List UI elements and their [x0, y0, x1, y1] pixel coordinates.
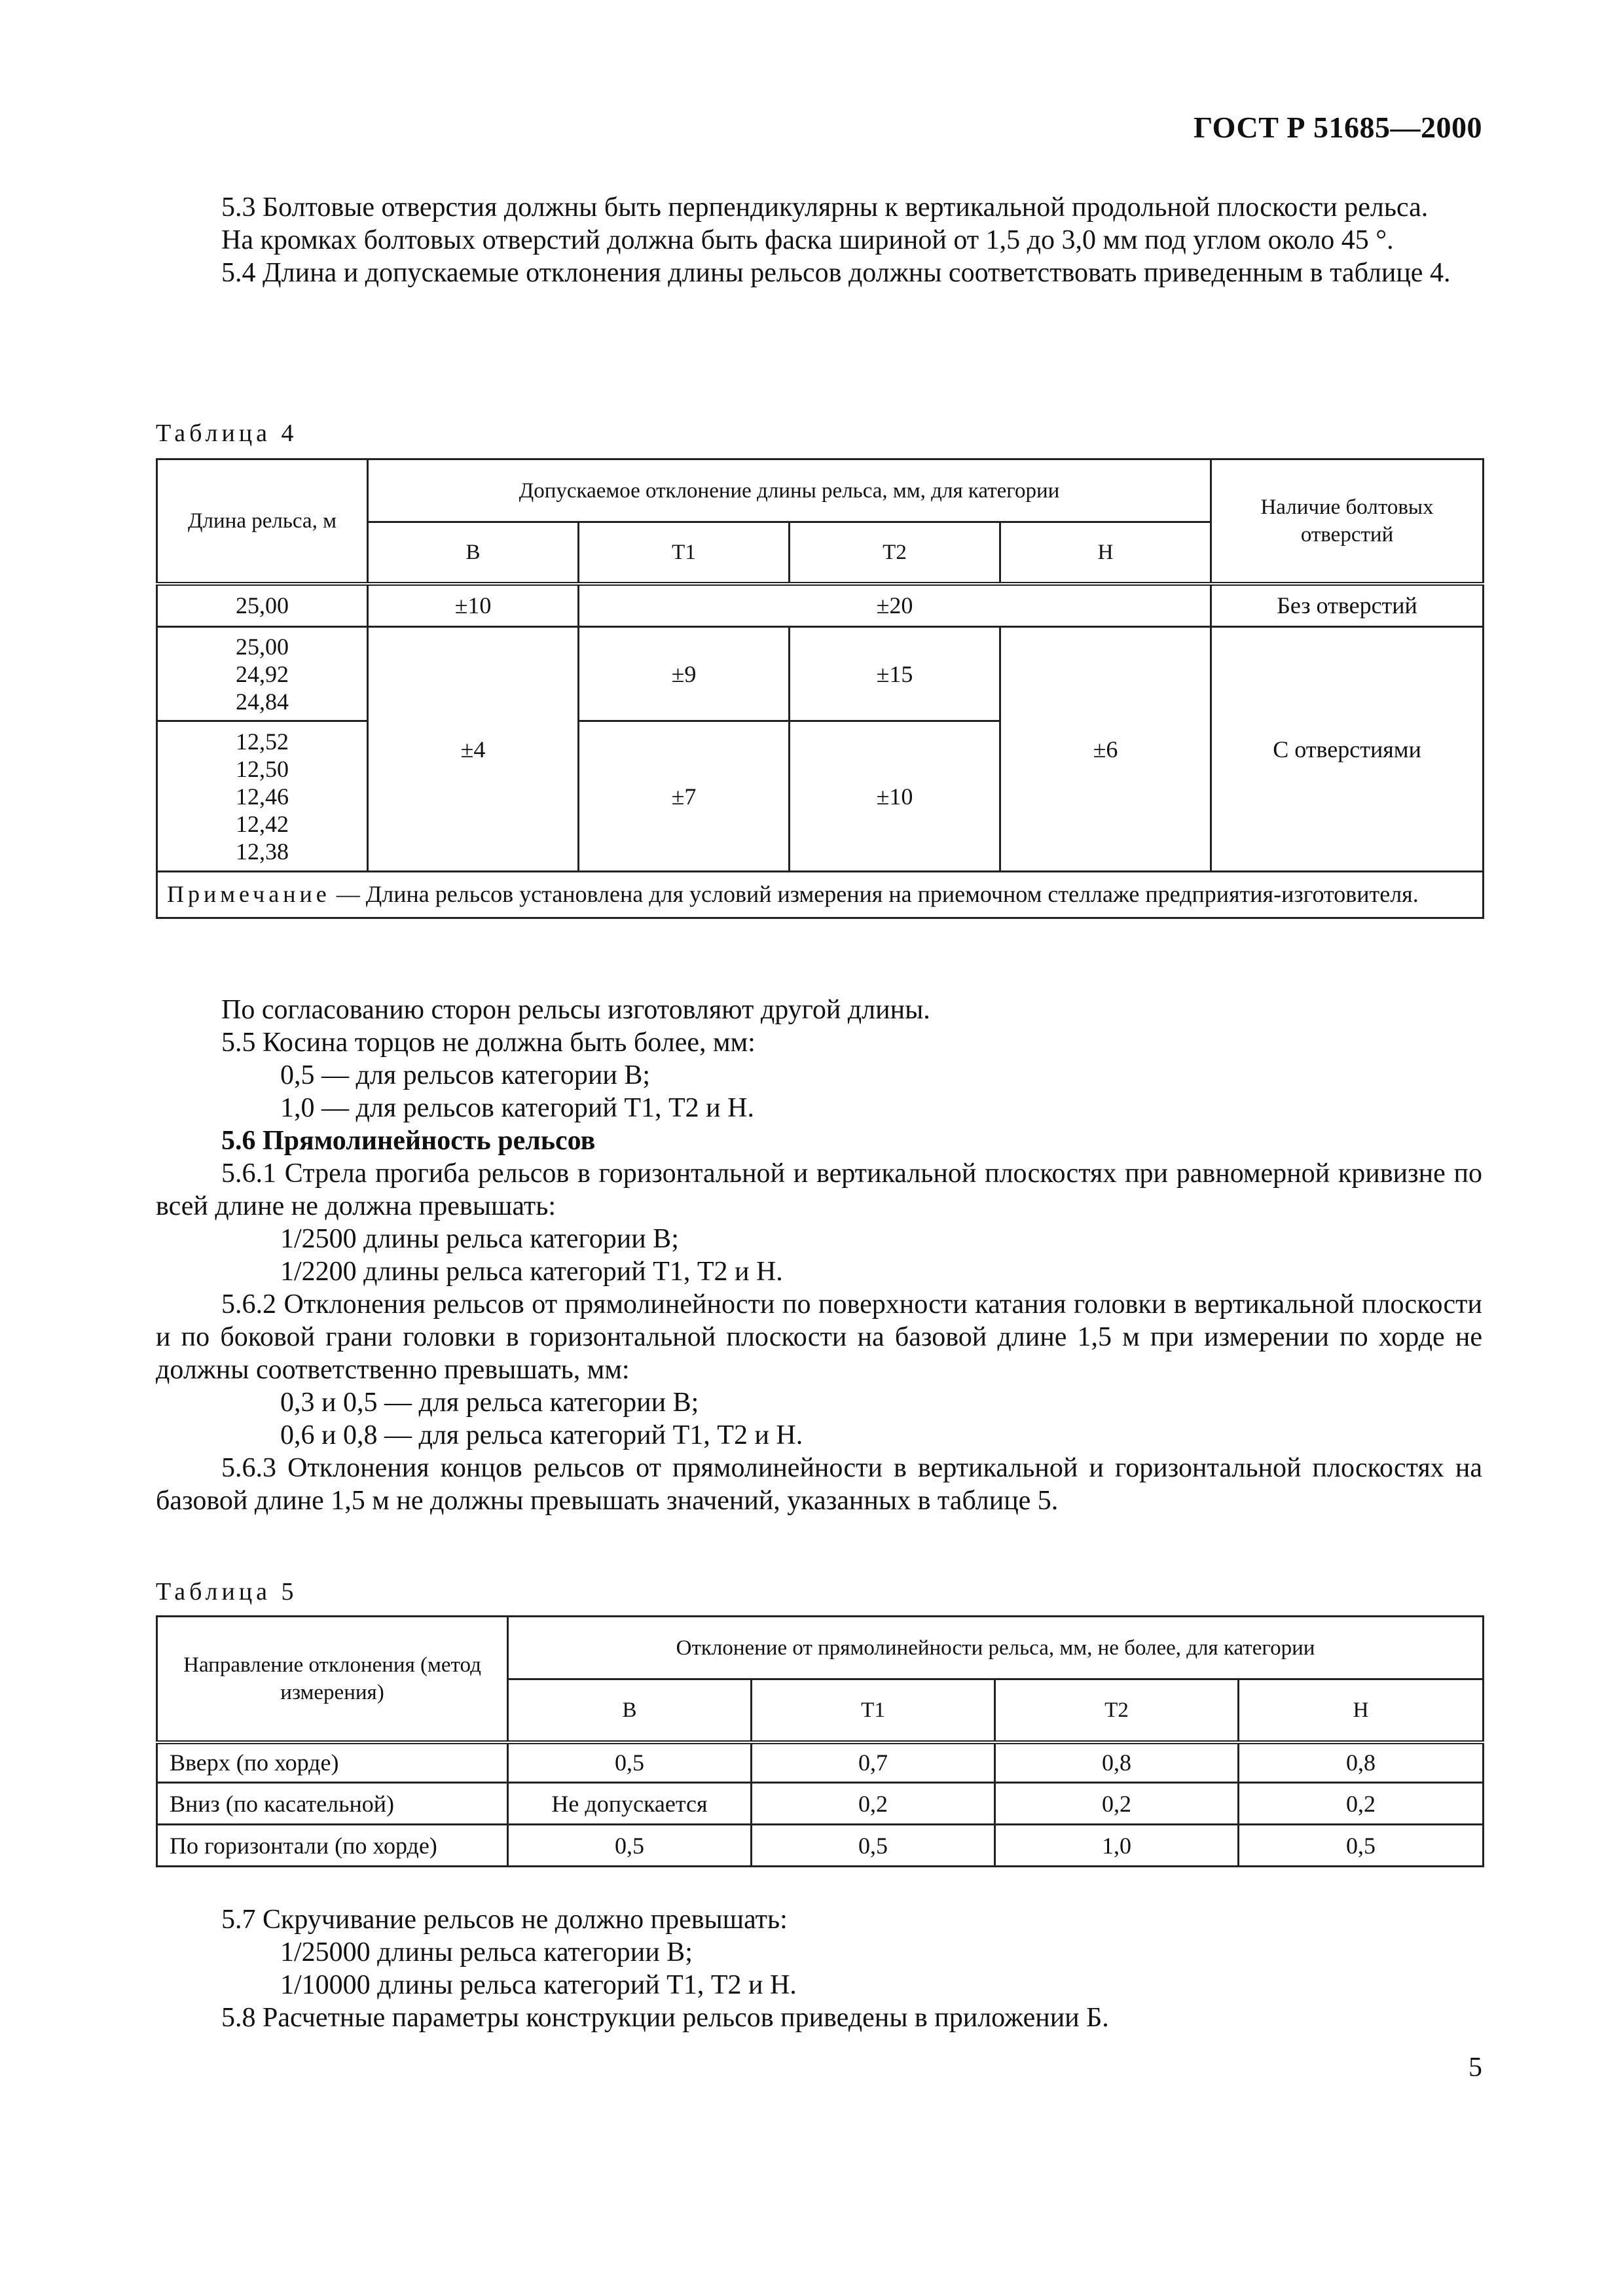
- header-direction: Направление отклонения (метод измерения): [157, 1617, 508, 1742]
- cell-dev-t2-long: ±15: [790, 627, 1000, 721]
- cell-dev-n-holes: ±6: [1000, 627, 1211, 872]
- paragraph: 1/2200 длины рельса категорий Т1, Т2 и Н.: [280, 1257, 783, 1287]
- cell-value-n: 0,8: [1239, 1742, 1484, 1783]
- cell-direction: Вниз (по касательной): [157, 1783, 508, 1825]
- paragraph: 1/10000 длины рельса категорий Т1, Т2 и Н.: [280, 1970, 797, 2000]
- paragraph: 5.5 Косина торцов не должна быть более, мм:: [221, 1028, 756, 1058]
- section-5-7-5-8: [156, 1903, 1482, 2034]
- paragraph: На кромках болтовых отверстий должна быть фаска шириной от 1,5 до 3,0 мм под углом около 45 °.: [221, 225, 1394, 255]
- header-deviation: Отклонение от прямолинейности рельса, мм, не более, для категории: [508, 1617, 1484, 1679]
- paragraph: 5.6.3 Отклонения концов рельсов от прямолинейности в вертикальной и горизонтальной плоскостях на базовой длине 1,5 м не должны превышать значений, указанных в таблице 5.: [156, 1453, 1482, 1516]
- header-cat-n: Н: [1000, 522, 1211, 584]
- cell-dev-t1-t2-n: ±20: [579, 584, 1211, 627]
- note-text: — Длина рельсов установлена для условий измерения на приемочном стеллаже предприятия-изготовителя.: [330, 881, 1419, 907]
- section-heading: 5.6 Прямолинейность рельсов: [221, 1126, 596, 1156]
- length-value: 12,46: [236, 783, 289, 810]
- cell-length-group-1: [157, 627, 368, 721]
- standard-number: ГОСТ Р 51685—2000: [1194, 111, 1482, 144]
- table-5: [156, 1615, 1484, 1867]
- cell-value-b: Не допускается: [508, 1783, 752, 1825]
- paragraph: По согласованию сторон рельсы изготовляют другой длины.: [221, 995, 930, 1025]
- cell-length-group-2: [157, 721, 368, 872]
- paragraph: 0,3 и 0,5 — для рельса категории В;: [280, 1388, 699, 1418]
- length-value: 12,52: [236, 728, 289, 755]
- header-cat-t2: Т2: [790, 522, 1000, 584]
- table-row: [157, 1825, 1484, 1867]
- cell-value-t1: 0,5: [752, 1825, 995, 1867]
- paragraph: 1/25000 длины рельса категории В;: [280, 1937, 693, 1967]
- table-5-caption: Таблица 5: [156, 1578, 298, 1605]
- header-cat-n: Н: [1239, 1679, 1484, 1742]
- paragraph: 5.4 Длина и допускаемые отклонения длины рельсов должны соответствовать приведенным в таблице 4.: [221, 258, 1451, 288]
- table-4: [156, 458, 1484, 919]
- header-holes: Наличие болтовых отверстий: [1211, 459, 1484, 584]
- cell-direction: Вверх (по хорде): [157, 1742, 508, 1783]
- cell-length: 25,00: [157, 584, 368, 627]
- length-value: 25,00: [236, 633, 289, 660]
- header-cat-t1: Т1: [752, 1679, 995, 1742]
- table-row: [157, 1783, 1484, 1825]
- cell-value-n: 0,5: [1239, 1825, 1484, 1867]
- cell-value-t1: 0,2: [752, 1783, 995, 1825]
- cell-value-t2: 0,8: [995, 1742, 1239, 1783]
- length-value: 12,50: [236, 755, 289, 782]
- paragraph: 0,6 и 0,8 — для рельса категорий Т1, Т2 и Н.: [280, 1420, 803, 1450]
- paragraph: 5.3 Болтовые отверстия должны быть перпендикулярны к вертикальной продольной плоскости рельса.: [221, 192, 1429, 223]
- paragraph: 1/2500 длины рельса категории В;: [280, 1224, 679, 1254]
- table-row: [157, 1742, 1484, 1783]
- cell-value-b: 0,5: [508, 1825, 752, 1867]
- cell-dev-b-holes: ±4: [368, 627, 579, 872]
- cell-value-t1: 0,7: [752, 1742, 995, 1783]
- paragraph: 5.7 Скручивание рельсов не должно превышать:: [221, 1905, 788, 1935]
- table-4-caption: Таблица 4: [156, 420, 298, 447]
- table-4-note: [157, 872, 1484, 918]
- page-number: 5: [1468, 2053, 1482, 2083]
- note-label: Примечание: [167, 881, 331, 907]
- length-value: 12,42: [236, 810, 289, 837]
- paragraph: 0,5 — для рельсов категории В;: [280, 1060, 651, 1090]
- section-5-5-5-6: [156, 994, 1482, 1517]
- header-cat-b: В: [508, 1679, 752, 1742]
- section-5-3-5-4: [156, 191, 1482, 289]
- cell-value-n: 0,2: [1239, 1783, 1484, 1825]
- header-cat-b: В: [368, 522, 579, 584]
- length-value: 24,92: [236, 660, 289, 687]
- header-cat-t1: Т1: [579, 522, 790, 584]
- length-value: 12,38: [236, 838, 289, 865]
- cell-value-t2: 0,2: [995, 1783, 1239, 1825]
- cell-dev-t2-short: ±10: [790, 721, 1000, 872]
- paragraph: 5.6.1 Стрела прогиба рельсов в горизонтальной и вертикальной плоскостях при равномерной кривизне по всей длине не должна превышать:: [156, 1158, 1482, 1221]
- header-deviation: Допускаемое отклонение длины рельса, мм, для категории: [368, 459, 1211, 522]
- cell-holes-with: С отверстиями: [1211, 627, 1484, 872]
- cell-dev-b: ±10: [368, 584, 579, 627]
- cell-direction: По горизонтали (по хорде): [157, 1825, 508, 1867]
- paragraph: 5.8 Расчетные параметры конструкции рельсов приведены в приложении Б.: [221, 2003, 1109, 2033]
- length-value: 24,84: [236, 688, 289, 715]
- cell-value-b: 0,5: [508, 1742, 752, 1783]
- cell-dev-t1-long: ±9: [579, 627, 790, 721]
- cell-dev-t1-short: ±7: [579, 721, 790, 872]
- cell-value-t2: 1,0: [995, 1825, 1239, 1867]
- paragraph: 5.6.2 Отклонения рельсов от прямолинейности по поверхности катания головки в вертикальной плоскости и по боковой грани головки в горизонтальной плоскости на базовой длине 1,5 м при измерении по хорде не должны соответственно превышать, мм:: [156, 1289, 1482, 1385]
- header-length: Длина рельса, м: [157, 459, 368, 584]
- cell-holes: Без отверстий: [1211, 584, 1484, 627]
- paragraph: 1,0 — для рельсов категорий Т1, Т2 и Н.: [280, 1093, 754, 1123]
- header-cat-t2: Т2: [995, 1679, 1239, 1742]
